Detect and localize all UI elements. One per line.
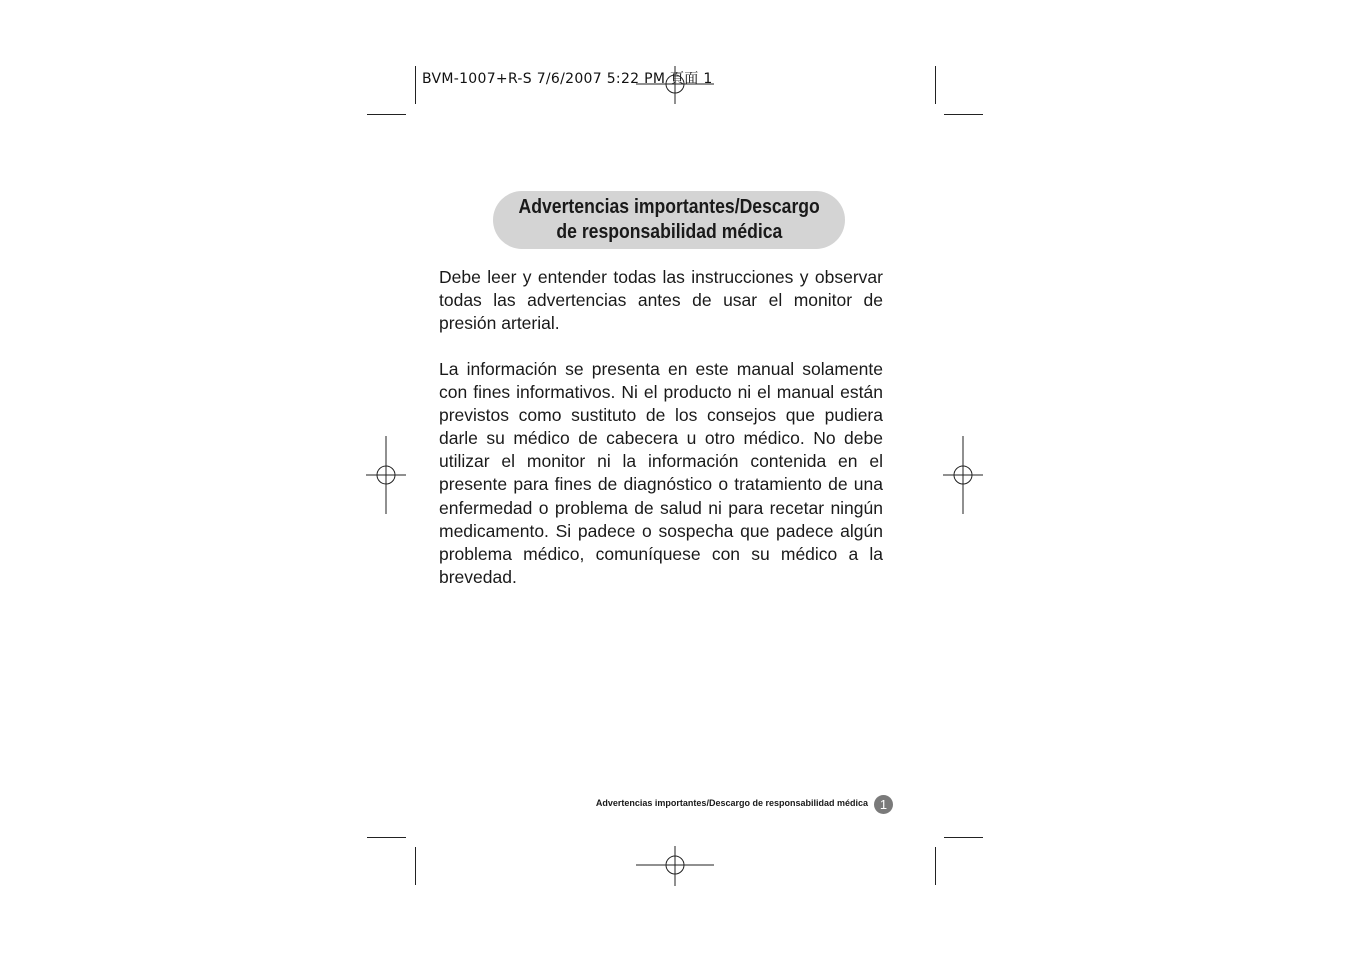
crop-mark-top-right-horizontal — [944, 114, 983, 115]
print-slug: BVM-1007+R-S 7/6/2007 5:22 PM 頁面 1 — [422, 71, 713, 87]
crop-mark-bottom-left-horizontal — [367, 837, 406, 838]
section-heading — [493, 191, 845, 249]
section-heading-line-2: de responsabilidad médica — [556, 221, 782, 243]
body-paragraph-1: Debe leer y entender todas las instrucciones y observar todas las advertencias antes de usar el monitor de presión arterial. — [439, 267, 883, 334]
crop-mark-bottom-left-vertical — [415, 847, 416, 885]
crop-mark-top-left-vertical — [415, 66, 416, 104]
section-heading-line-1: Advertencias importantes/Descargo — [518, 196, 820, 218]
registration-mark-right-icon — [943, 436, 983, 514]
crop-mark-bottom-right-horizontal — [944, 837, 983, 838]
body-paragraph-2: La información se presenta en este manual solamente con fines informativos. Ni el producto ni el manual están previstos como sustituto de los consejos que pudiera darle su médico de cabecera u otro médico. No debe utilizar el monitor ni la información contenida en el presente para fines de diagnóstico o tratamiento de una enfermedad o problema de salud ni para recetar ningún medicamento. Si padece o sospecha que padece algún problema médico, comuníquese con su médico a la brevedad. — [439, 359, 883, 587]
running-footer-title: Advertencias importantes/Descargo de responsabilidad médica — [595, 798, 868, 808]
registration-mark-left-icon — [366, 436, 406, 514]
registration-mark-bottom-icon — [636, 846, 714, 886]
crop-mark-top-right-vertical — [935, 66, 936, 104]
page-number-badge: 1 — [874, 795, 893, 814]
crop-mark-bottom-right-vertical — [935, 847, 936, 885]
registration-mark-top-icon — [636, 66, 714, 106]
crop-mark-top-left-horizontal — [367, 114, 406, 115]
